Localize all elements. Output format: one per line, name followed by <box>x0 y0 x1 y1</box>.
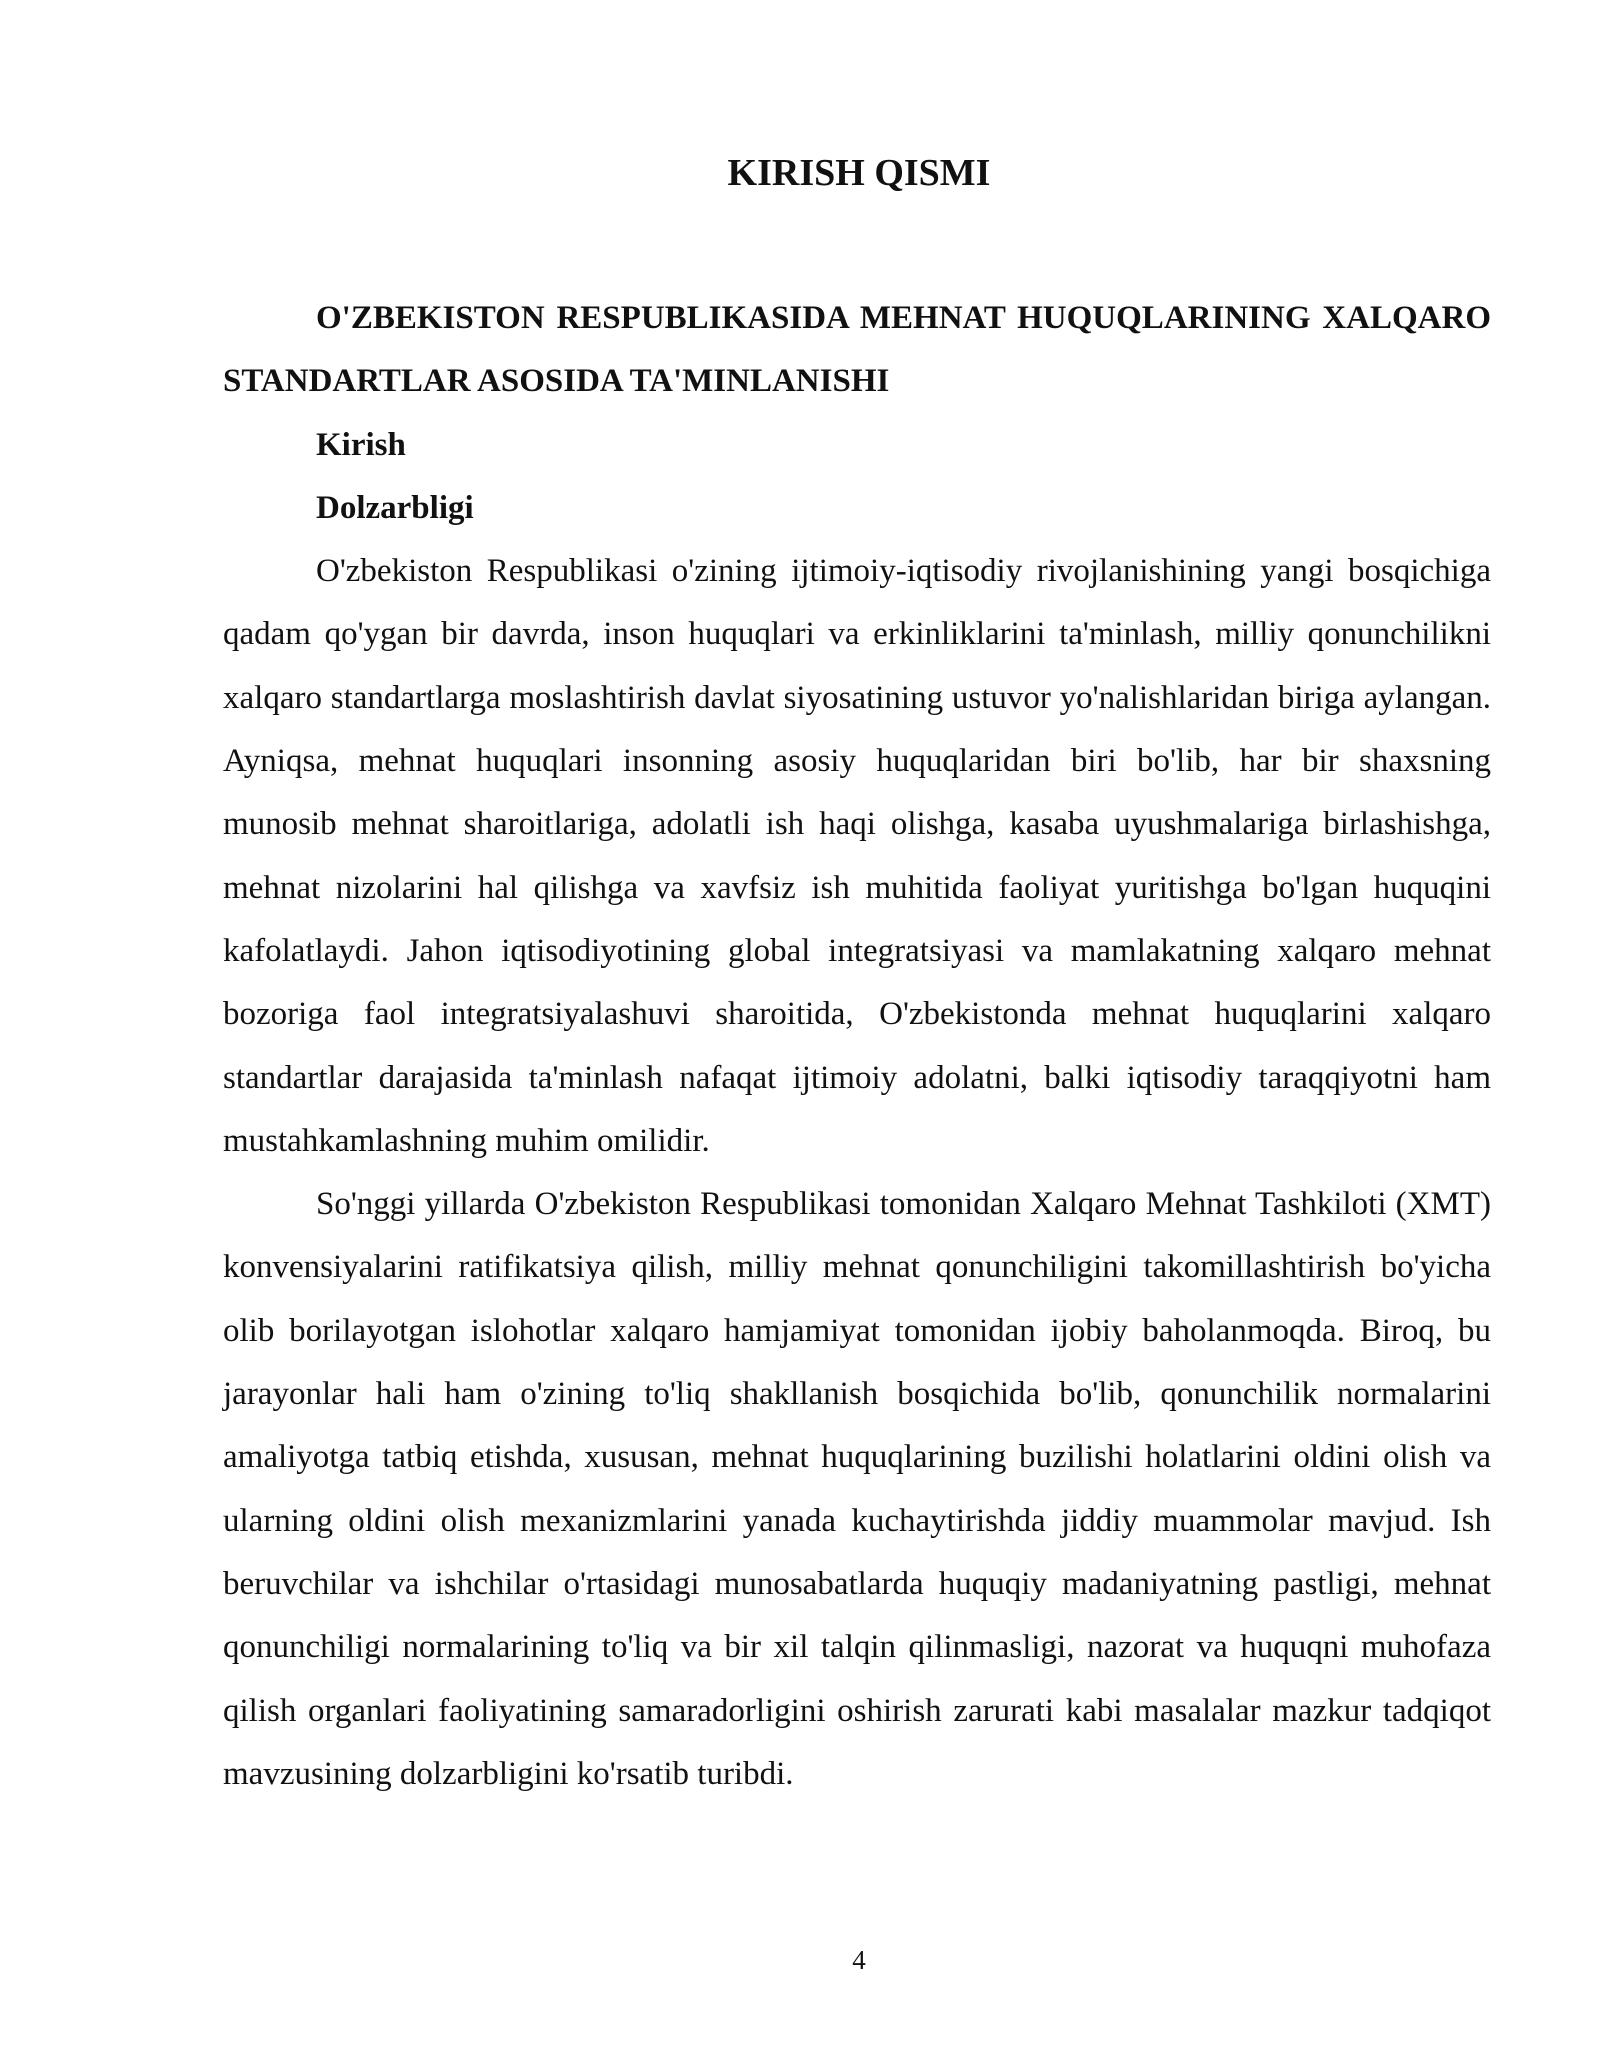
subheading-dolzarbligi: Dolzarbligi <box>316 489 474 526</box>
body-paragraph-1: O'zbekiston Respublikasi o'zining ijtimoiy-iqtisodiy rivojlanishining yangi bosqichiga qadam qo'ygan bir davrda, inson huquqlari va erkinliklarini ta'minlash, milliy qonunchilikni xalqaro standartlarga moslashtirish davlat siyosatining ustuvor yo'nalishlaridan biriga aylangan. Ayniqsa, mehnat huquqlari insonning asosiy huquqlaridan biri bo'lib, har bir shaxsning munosib mehnat sharoitlariga, adolatli ish haqi olishga, kasaba uyushmalariga birlashishga, mehnat nizolarini hal qilishga va xavfsiz ish muhitida faoliyat yuritishga bo'lgan huquqini kafolatlaydi. Jahon iqtisodiyotining global integratsiyasi va mamlakatning xalqaro mehnat bozoriga faol integratsiyalashuvi sharoitida, O'zbekistonda mehnat huquqlarini xalqaro standartlar darajasida ta'minlash nafaqat ijtimoiy adolatni, balki iqtisodiy taraqqiyotni ham mustahkamlashning muhim omilidir. <box>223 553 1491 1159</box>
document-body <box>223 287 1491 1806</box>
section-heading: O'ZBEKISTON RESPUBLIKASIDA MEHNAT HUQUQLARINING XALQARO STANDARTLAR ASOSIDA TA'MINLANISHI <box>223 300 1491 400</box>
page-title: KIRISH QISMI <box>727 152 991 194</box>
body-paragraph-2: So'nggi yillarda O'zbekiston Respublikasi tomonidan Xalqaro Mehnat Tashkiloti (XMT) konvensiyalarini ratifikatsiya qilish, milliy mehnat qonunchiligini takomillashtirish bo'yicha olib borilayotgan islohotlar xalqaro hamjamiyat tomonidan ijobiy baholanmoqda. Biroq, bu jarayonlar hali ham o'zining to'liq shakllanish bosqichida bo'lib, qonunchilik normalarini amaliyotga tatbiq etishda, xususan, mehnat huquqlarining buzilishi holatlarini oldini olish va ularning oldini olish mexanizmlarini yanada kuchaytirishda jiddiy muammolar mavjud. Ish beruvchilar va ishchilar o'rtasidagi munosabatlarda huquqiy madaniyatning pastligi, mehnat qonunchiligi normalarining to'liq va bir xil talqin qilinmasligi, nazorat va huquqni muhofaza qilish organlari faoliyatining samaradorligini oshirish zarurati kabi masalalar mazkur tadqiqot mavzusining dolzarbligini ko'rsatib turibdi. <box>223 1186 1491 1792</box>
subheading-kirish: Kirish <box>316 426 406 463</box>
page-number: 4 <box>852 1945 866 1975</box>
